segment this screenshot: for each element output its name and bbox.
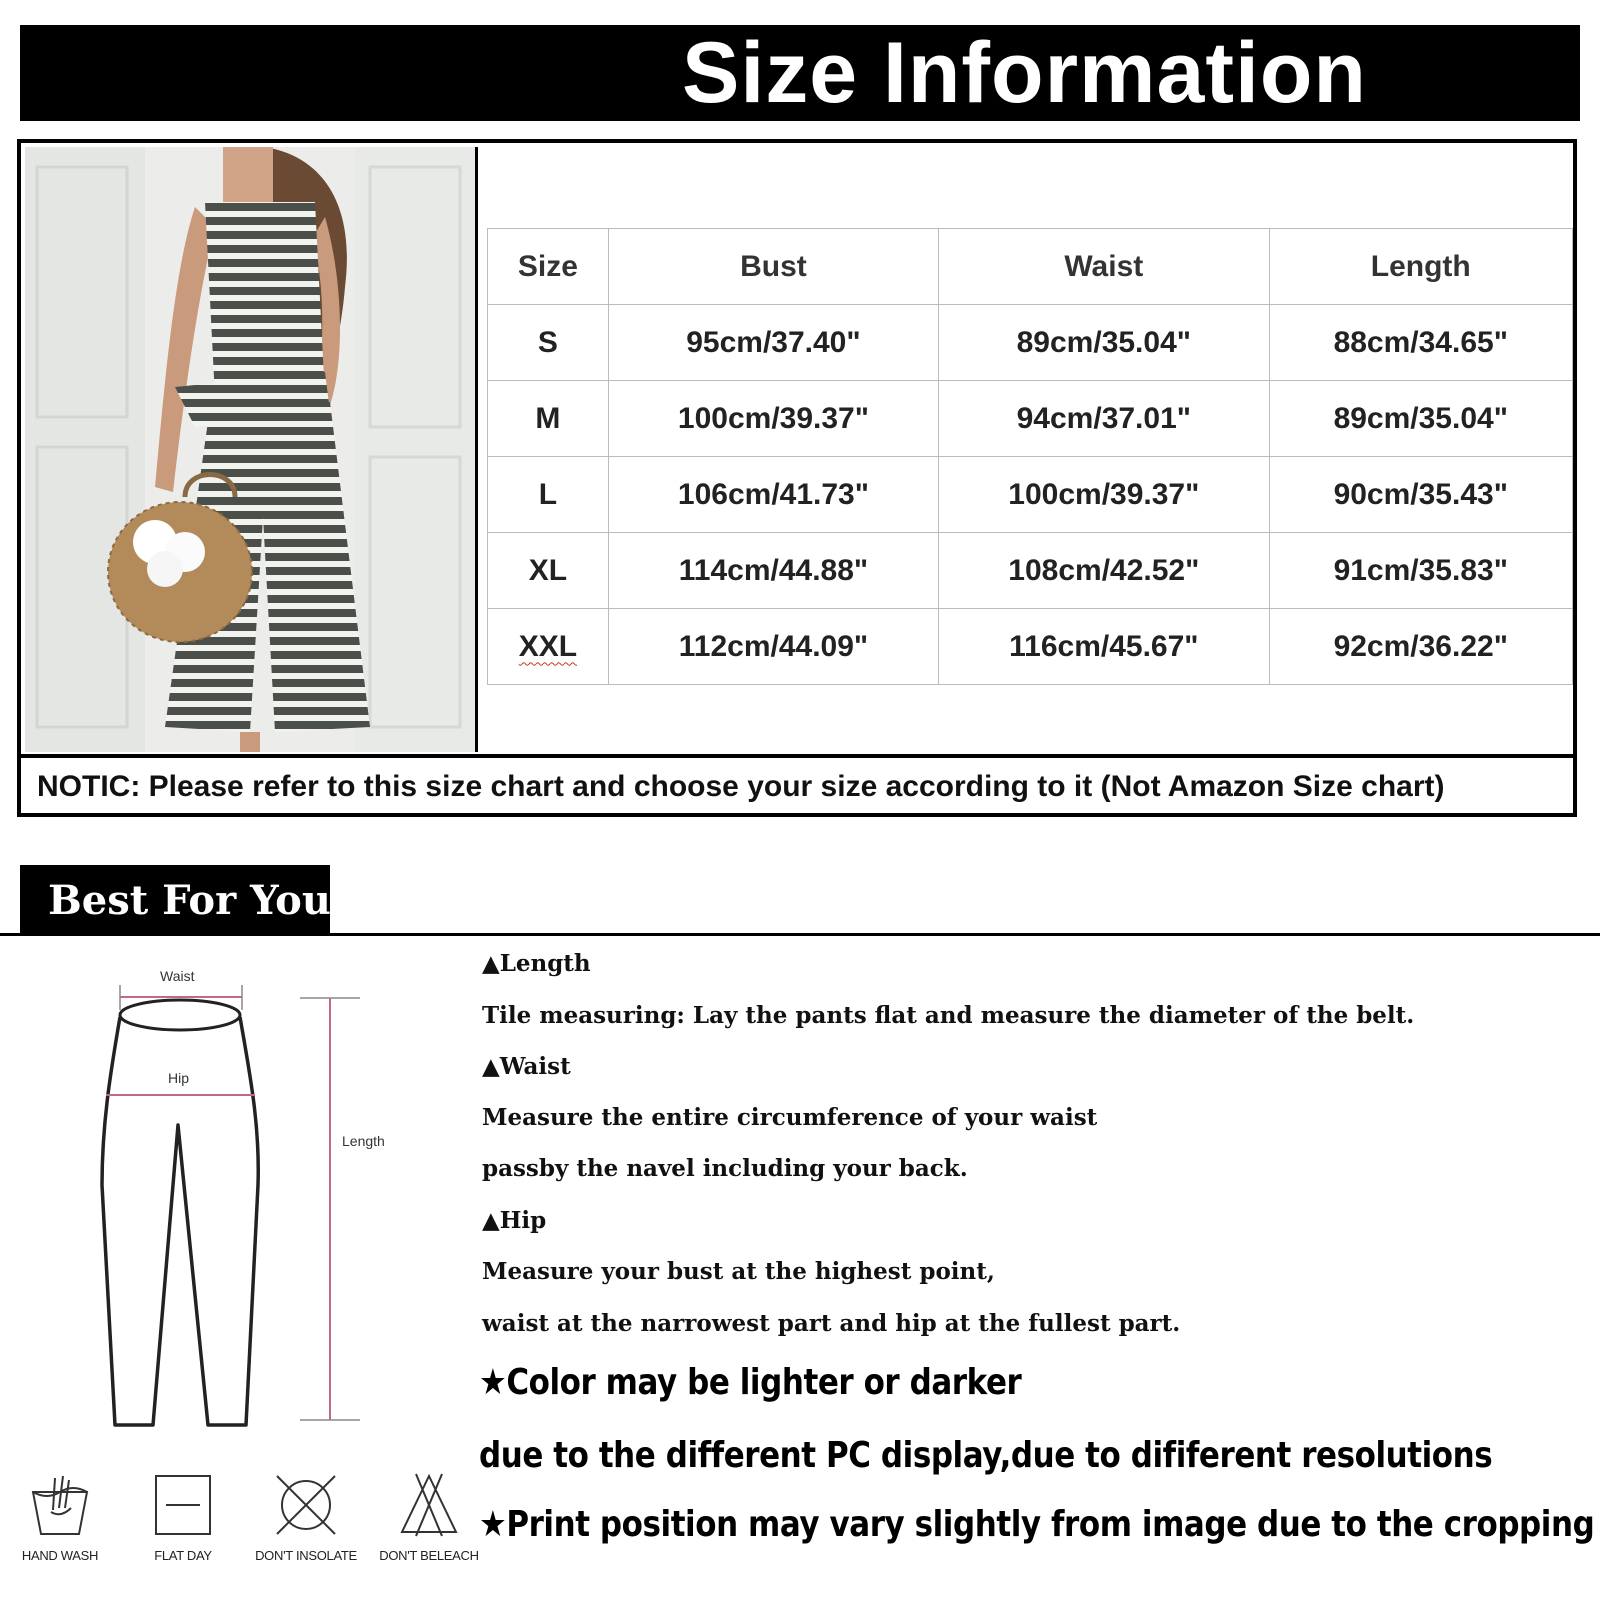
length-cell: 90cm/35.43" [1269,457,1572,533]
care-dont-insolate [251,1470,361,1563]
table-row [488,609,1573,685]
size-cell: M [488,381,609,457]
do-not-bleach-icon [394,1470,464,1540]
print-note: ★Print position may vary slightly from image due to the cropping [479,1504,1595,1545]
bust-cell: 95cm/37.40" [608,305,938,381]
length-cell: 88cm/34.65" [1269,305,1572,381]
section-divider [0,933,1600,936]
col-header-waist: Waist [939,229,1269,305]
waist-cell: 116cm/45.67" [939,609,1269,685]
length-cell: 91cm/35.83" [1269,533,1572,609]
best-for-you-title: Best For You [48,877,331,924]
bust-cell: 114cm/44.88" [608,533,938,609]
page-title: Size Information [682,25,1367,121]
size-cell [488,609,609,685]
header-bar [20,25,1580,121]
waist-text-1: Measure the entire circumference of your waist [482,1104,1098,1131]
length-heading: ▲Length [482,950,591,977]
care-hand-wash [5,1470,115,1563]
do-not-tumble-icon [271,1470,341,1540]
col-header-length: Length [1269,229,1572,305]
table-row [488,381,1573,457]
size-table [487,228,1573,685]
table-header-row [488,229,1573,305]
length-cell: 92cm/36.22" [1269,609,1572,685]
color-note-1: ★Color may be lighter or darker [479,1362,1022,1403]
care-dont-bleach [374,1470,484,1563]
table-row [488,305,1573,381]
care-label: DON'T BELEACH [379,1548,479,1563]
waist-cell: 94cm/37.01" [939,381,1269,457]
waist-cell: 108cm/42.52" [939,533,1269,609]
waist-heading: ▲Waist [482,1053,571,1080]
bust-cell: 106cm/41.73" [608,457,938,533]
length-text: Tile measuring: Lay the pants flat and measure the diameter of the belt. [482,1002,1415,1029]
waist-text-2: passby the navel including your back. [482,1155,968,1182]
table-row [488,457,1573,533]
size-chart-box [17,139,1577,817]
care-flat-dry [128,1470,238,1563]
bust-cell: 100cm/39.37" [608,381,938,457]
color-note-2: due to the different PC display,due to dififerent resolutions [479,1435,1493,1476]
care-label: FLAT DAY [154,1548,212,1563]
length-label: Length [342,1133,385,1149]
size-cell: XL [488,533,609,609]
best-for-you-tab [20,865,330,935]
product-photo [25,147,478,752]
care-label: HAND WASH [21,1548,99,1563]
care-label: DON'T INSOLATE [255,1548,357,1563]
size-cell: S [488,305,609,381]
size-notice: NOTIC: Please refer to this size chart and choose your size according to it (Not Amazon Size chart) [37,770,1445,803]
hip-text-1: Measure your bust at the highest point, [482,1258,995,1285]
bust-cell: 112cm/44.09" [608,609,938,685]
waist-cell: 89cm/35.04" [939,305,1269,381]
size-cell: L [488,457,609,533]
notice-divider [21,754,1573,758]
size-label: XXL [518,629,578,663]
waist-label: Waist [160,968,195,984]
length-cell: 89cm/35.04" [1269,381,1572,457]
hip-text-2: waist at the narrowest part and hip at the fullest part. [482,1310,1181,1337]
hip-heading: ▲Hip [482,1207,547,1234]
col-header-bust: Bust [608,229,938,305]
table-row [488,533,1573,609]
hip-label: Hip [168,1070,190,1086]
flat-dry-icon [148,1470,218,1540]
waist-cell: 100cm/39.37" [939,457,1269,533]
col-header-size: Size [488,229,609,305]
pants-diagram [90,965,390,1435]
hand-wash-icon [25,1470,95,1540]
